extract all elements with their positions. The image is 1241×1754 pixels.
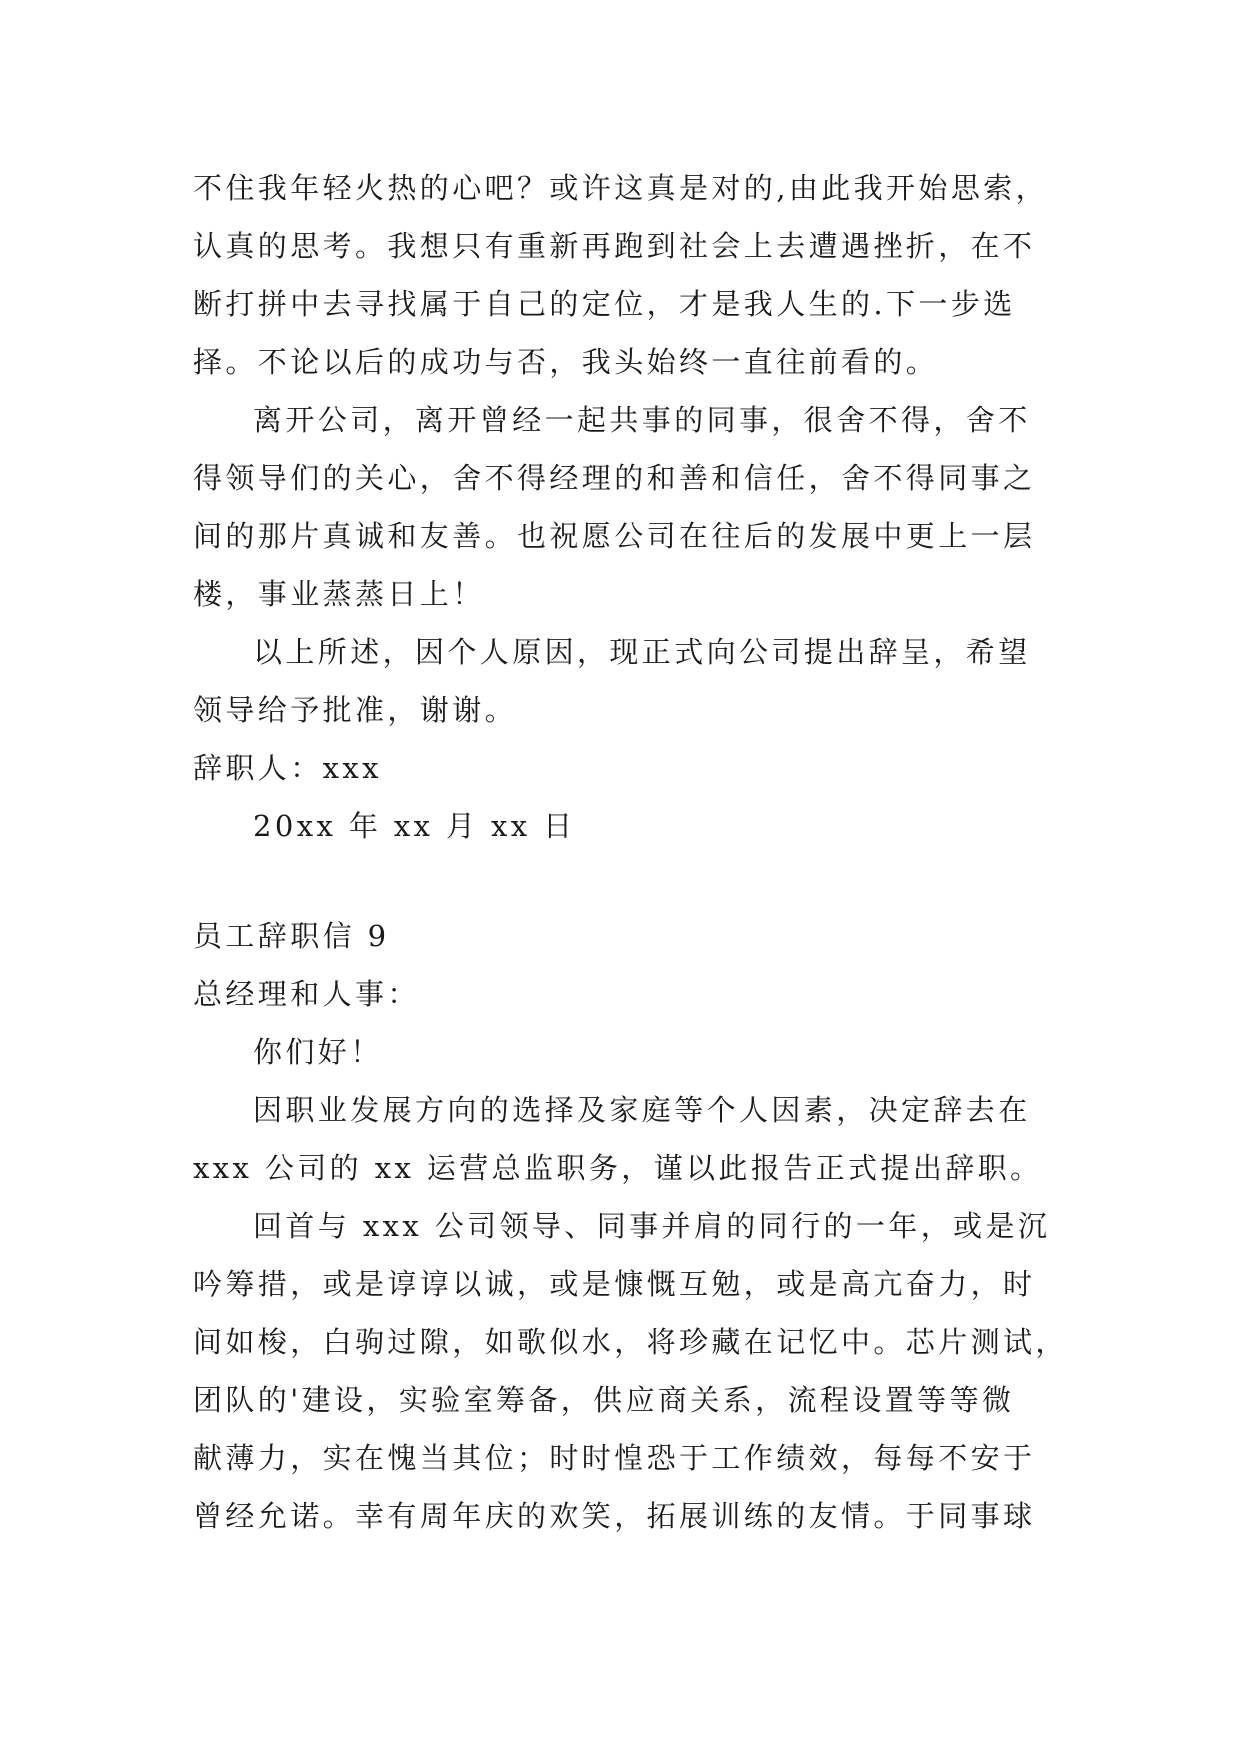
paragraph-line: 领导给予批准，谢谢。 (193, 693, 518, 727)
paragraph-line: 因职业发展方向的选择及家庭等个人因素，决定辞去在 (253, 1093, 1031, 1127)
paragraph-line: 楼，事业蒸蒸日上！ (193, 577, 485, 611)
paragraph-line: 回首与 xxx 公司领导、同事并肩的同行的一年，或是沉 (253, 1209, 1051, 1243)
paragraph-line: 择。不论以后的成功与否，我头始终一直往前看的。 (193, 345, 939, 379)
paragraph-line: 断打拼中去寻找属于自己的定位，才是我人生的.下一步选 (193, 287, 1016, 321)
paragraph-line: 吟筹措，或是谆谆以诚，或是慷慨互勉，或是高亢奋力，时 (193, 1267, 1036, 1301)
paragraph-line: 离开公司，离开曾经一起共事的同事，很舍不得，舍不 (253, 403, 1031, 437)
paragraph-line: 献薄力，实在愧当其位；时时惶恐于工作绩效，每每不安于 (193, 1441, 1036, 1475)
paragraph-line: 得领导们的关心，舍不得经理的和善和信任，舍不得同事之 (193, 461, 1036, 495)
letter-title: 员工辞职信 9 (193, 919, 390, 953)
signer-line: 辞职人：xxx (193, 751, 382, 785)
salutation: 总经理和人事： (193, 977, 420, 1011)
paragraph-line: 以上所述，因个人原因，现正式向公司提出辞呈，希望 (253, 635, 1031, 669)
paragraph-line: 间如梭，白驹过隙，如歌似水，将珍藏在记忆中。芯片测试， (193, 1325, 1068, 1359)
paragraph-line: 认真的思考。我想只有重新再跑到社会上去遭遇挫折，在不 (193, 229, 1036, 263)
paragraph-line: 曾经允诺。幸有周年庆的欢笑，拓展训练的友情。于同事球 (193, 1499, 1036, 1533)
date-line: 20xx 年 xx 月 xx 日 (253, 809, 576, 843)
paragraph-line: xxx 公司的 xx 运营总监职务，谨以此报告正式提出辞职。 (193, 1151, 1043, 1185)
paragraph-line: 团队的'建设，实验室筹备，供应商关系，流程设置等等微 (193, 1383, 1015, 1417)
greeting: 你们好！ (253, 1035, 383, 1069)
paragraph-line: 间的那片真诚和友善。也祝愿公司在往后的发展中更上一层 (193, 519, 1036, 553)
paragraph-line: 不住我年轻火热的心吧？或许这真是对的,由此我开始思索， (193, 171, 1049, 205)
